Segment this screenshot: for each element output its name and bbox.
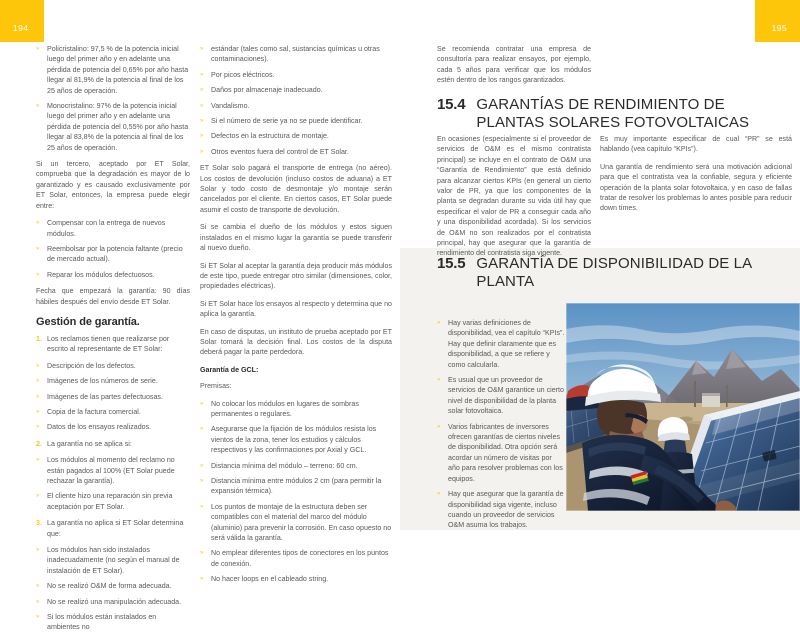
- item-text: La garantía no se aplica si:: [47, 439, 132, 448]
- list-item: » Los módulos han sido instalados inadecuadamente (no según el manual de instalación de ET Solar).: [36, 545, 190, 576]
- list-item: » Defectos en la estructura de montaje.: [200, 131, 392, 141]
- list-item: » No emplear diferentes tipos de conectores en los puntos de conexión.: [200, 548, 392, 569]
- list-item: » Varios fabricantes de inversores ofrecen garantías de ciertos niveles de disponibilidad. Otra opción será acordar un número de visitas por año para resolver problemas con los equipos.: [437, 422, 565, 484]
- section-title: GARANTÍA DE DISPONIBILIDAD DE LA PLANTA: [476, 255, 752, 290]
- list-item: [36, 334, 190, 355]
- heading-gestion-garantia: Gestión de garantía.: [36, 315, 140, 328]
- list-item: » Monocristalino: 97% de la potencia inicial luego del primer año y en adelante una pérdida de potencia del 0,55% por año hasta llegar al 83,8% de la potencia al final de los 25 años de operación.: [36, 101, 190, 153]
- list-item: » El cliente hizo una reparación sin previa aceptación por ET Solar.: [36, 491, 190, 512]
- list-item: [36, 439, 190, 449]
- paragraph-garantia-rendimiento: En ocasiones (especialmente si el proveedor de servicios de O&M es el mismo contratista principal) se incluye en el contrato de O&M una “Garantía de Rendimiento” que está definido para alcanzar ciertos KPIs (en general un cierto valor de PR, ya que los componentes de la planta se degradan durante su vida útil hay que especificar el valor de PR a conseguir cada año y una disponibilidad acordada). Si los servicios de O&M no son realizados por el contratista principal, hay que asegurar que la garantía de rendimiento del contratista siga vigente.: [437, 135, 591, 258]
- list-item: » Asegurarse que la fijación de los módulos resista los vientos de la zona, tener los estudios y cálculos respectivos y las confirmaciones por Axial y GCL.: [200, 424, 392, 455]
- list-item: » Hay varias definiciones de disponibilidad, vea el capítulo “KPIs”. Hay que definir claramente que es disponibilidad, a que se refiere y como calcularla.: [437, 318, 565, 370]
- list-item: » Copia de la factura comercial.: [36, 407, 190, 417]
- list-item: » No hacer loops en el cableado string.: [200, 574, 392, 584]
- list-item: » Distancia mínima entre módulos 2 cm (para permitir la expansión térmica).: [200, 476, 392, 497]
- item-number: 2.: [36, 439, 42, 448]
- left-page-column-2: [200, 44, 392, 591]
- section-155-bullets: [437, 318, 565, 537]
- list-item: » Los puntos de montaje de la estructura deben ser compatibles con el material del marco del módulo (aluminio) para prevenir la corrosión. En caso opuesto no será válida la garantía.: [200, 502, 392, 544]
- list-item: » No se realizó O&M de forma adecuada.: [36, 581, 190, 591]
- list-item: » Hay que asegurar que la garantía de disponibilidad siga vigente, incluso cuando un proveedor de servicios O&M asuma los trabajos.: [437, 489, 565, 531]
- list-item: » Policristalino: 97,5 % de la potencia inicial luego del primer año y en adelante una pérdida de potencia del 0,65% por año hasta llegar al 81,9% de la potencia al final de los 25 años de operación.: [36, 44, 190, 96]
- list-item: » estándar (tales como sal, sustancias químicas u otras contaminaciones).: [200, 44, 392, 65]
- item-number: 1.: [36, 334, 42, 343]
- page-number-left: 194: [13, 23, 29, 33]
- list-reclamo-requisitos: [36, 361, 190, 433]
- section-number: 15.4: [437, 96, 466, 113]
- list-item: » Reparar los módulos defectuosos.: [36, 270, 190, 280]
- numbered-item-1: [36, 334, 190, 355]
- photo-solar-technicians: [566, 303, 800, 511]
- list-item: [36, 518, 190, 539]
- list-item: » Vandalismo.: [200, 101, 392, 111]
- list-item: » Si el número de serie ya no se puede identificar.: [200, 116, 392, 126]
- page-left: [0, 0, 400, 632]
- list-item: » Los módulos al momento del reclamo no están pagados al 100% (ET Solar puede rechazar la garantía).: [36, 455, 190, 486]
- list-item: » Daños por almacenaje inadecuado.: [200, 85, 392, 95]
- paragraph-ensayos: Si ET Solar hace los ensayos al respecto y determina que no aplica la garantía.: [200, 299, 392, 319]
- paragraph-motivacion: Una garantía de rendimiento será una motivación adicional para que el contratista vea la confiable, segura y eficiente operación de la planta solar fotovoltaica, y en caso de fallas tratar de resolver los problemas lo antes posible para reducir down times.: [600, 162, 792, 213]
- list-item: » Imágenes de las partes defectuosas.: [36, 392, 190, 402]
- numbered-item-2: [36, 439, 190, 449]
- list-et-solar-determina: [36, 545, 190, 633]
- paragraph-tercero: Si un tercero, aceptado por ET Solar, comprueba que la degradación es mayor de lo garantizado y es causado exclusivamente por ET Solar, entonces, la empresa puede elegir entre:: [36, 160, 190, 210]
- paragraph-cambio-dueno: Si se cambia el dueño de los módulos y estos siguen instalados en el mismo lugar la garantía se puede transferir al nuevo dueño.: [200, 223, 392, 253]
- item-number: 3.: [36, 519, 42, 528]
- paragraph-pr-definicion: Es muy importante especificar de cual “PR” se está hablando (vea capítulo “KPIs”).: [600, 135, 792, 154]
- list-disponibilidad: [437, 318, 565, 531]
- section-title: GARANTÍAS DE RENDIMIENTO DE PLANTAS SOLARES FOTOVOLTAICAS: [476, 96, 750, 131]
- list-opciones: [36, 218, 190, 280]
- list-item: » Otros eventos fuera del control de ET Solar.: [200, 147, 392, 157]
- section-154-column-2: [600, 134, 792, 221]
- list-item: » No se realizó una manipulación adecuada.: [36, 597, 190, 607]
- page-number-right: 195: [771, 23, 787, 33]
- photo-illustration: [566, 303, 800, 511]
- item-text: Los reclamos tienen que realizarse por escrito al representante de ET Solar:: [47, 334, 170, 354]
- list-garantia-no-aplica: [36, 455, 190, 512]
- list-item: » Descripción de los defectos.: [36, 361, 190, 371]
- left-page-column-1: [36, 44, 190, 639]
- page-number-tab-right: [755, 0, 800, 42]
- paragraph-transporte: ET Solar solo pagará el transporte de entrega (no aéreo). Los costos de devolución (incluso costos de aduana) a ET Solar y todo costo de desmontaje y/o montaje serán cancelados por el cliente. En ciertos casos, ET Solar puede asumir el costo de transporte de devolución.: [200, 164, 392, 214]
- numbered-item-3: [36, 518, 190, 539]
- section-number: 15.5: [437, 255, 466, 272]
- list-item: » No colocar los módulos en lugares de sombras permanentes o regulares.: [200, 399, 392, 420]
- page-number-tab-left: [0, 0, 44, 42]
- heading-garantia-gcl: Garantía de GCL:: [200, 365, 259, 374]
- list-item: » Datos de los ensayos realizados.: [36, 422, 190, 432]
- list-item: » Reembolsar por la potencia faltante (precio de mercado actual).: [36, 244, 190, 265]
- paragraph-fecha-garantia: Fecha que empezará la garantía: 90 días hábiles después del envío desde ET Solar.: [36, 287, 190, 306]
- list-premisas: [200, 399, 392, 585]
- section-heading-154: [437, 96, 792, 131]
- list-exclusiones: [200, 44, 392, 157]
- right-page-intro: [437, 44, 591, 93]
- list-item: » Por picos eléctricos.: [200, 70, 392, 80]
- paragraph-premisas-label: Premisas:: [200, 382, 232, 391]
- list-degradacion: [36, 44, 190, 153]
- list-item: » Compensar con la entrega de nuevos módulos.: [36, 218, 190, 239]
- section-154-column-1: [437, 134, 591, 266]
- item-text: La garantía no aplica si ET Solar determina que:: [47, 519, 184, 538]
- list-item: » Imágenes de los números de serie.: [36, 376, 190, 386]
- paragraph-consultoria: Se recomienda contratar una empresa de consultoría para realizar ensayos, por ejemplo, cada 5 años para verificar que los módulos estén dentro de los rangos garantizados.: [437, 45, 591, 85]
- paragraph-disputas: En caso de disputas, un instituto de prueba aceptado por ET Solar tomará la decisión final. Los costos de la disputa deberá pagar la parte perdedora.: [200, 327, 392, 357]
- section-heading-155: [437, 255, 792, 290]
- list-item: » Es usual que un proveedor de servicios de O&M garantice un cierto nivel de disponibilidad de la planta solar fotovoltaica.: [437, 375, 565, 417]
- list-item: » Distancia mínima del módulo – terreno: 60 cm.: [200, 461, 392, 471]
- paragraph-modulo-similar: Si ET Solar al aceptar la garantía deja producir más módulos de este tipo, puede entregar otro similar (dimensiones, color, propiedades eléctricas).: [200, 261, 392, 291]
- list-item: » Si los módulos están instalados en ambientes no: [36, 612, 190, 633]
